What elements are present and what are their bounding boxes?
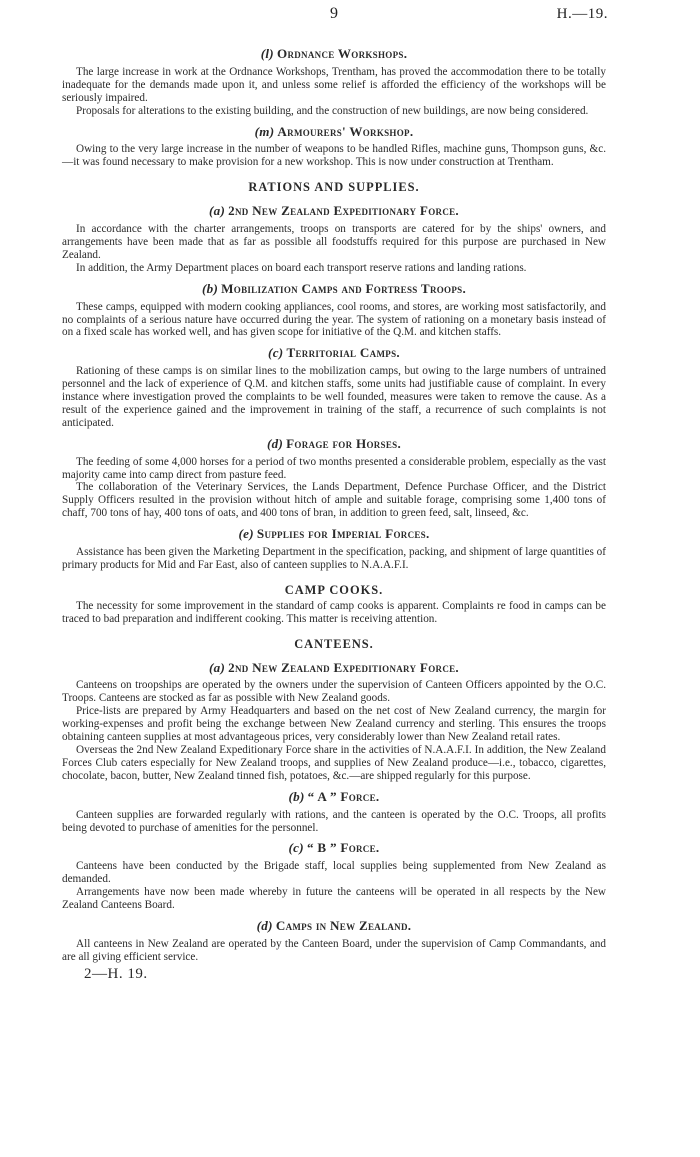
body-paragraph: These camps, equipped with modern cooking appliances, cool rooms, and stores, are working most satisfactorily, and no complaints of a serious nature have occurred during the year. The system of rationing on a monetary basis instead of on a fixed scale has worked well, and has given scope for initiative of the Q.M. and kitchen staffs. [62, 300, 606, 339]
subsection-letter: (d) [266, 435, 284, 451]
subsection-heading [62, 520, 606, 546]
subsection-title: 2nd New Zealand Expeditionary Force. [228, 659, 459, 675]
body-paragraph: Overseas the 2nd New Zealand Expeditionary Force share in the activities of N.A.A.F.I. In addition, the New Zealand Forces Club caters especially for New Zealand troops, and supplies of New Zealand produce—i.e., tobacco, cigarettes, chocolate, bacon, butter, New Zealand tinned fish, potatoes, &c.—are shipped regularly for this purpose. [62, 743, 606, 782]
subsection-letter: (b) [201, 280, 219, 296]
document-body [62, 40, 606, 964]
subsection-letter: (c) [268, 345, 284, 361]
subsection-letter: (c) [288, 840, 304, 856]
body-paragraph: The necessity for some improvement in the standard of camp cooks is apparent. Complaints re food in camps can be traced to bad preparation and indifferent cooking. This matter is receiving attention. [62, 599, 606, 625]
body-paragraph: In accordance with the charter arrangements, troops on transports are catered for by the ships' owners, and arrangements have been made that as far as possible all foodstuffs required for this purpose are purchased in New Zealand. [62, 223, 606, 261]
subsection-heading [62, 783, 606, 809]
body-paragraph: Canteens have been conducted by the Brigade staff, local supplies being supplemented from New Zealand as demanded. [62, 860, 606, 886]
body-paragraph: The large increase in work at the Ordnance Workshops, Trentham, has proved the accommodation there to be totally inadequate for the demands made upon it, and unless some relief is afforded the efficiency of the workshops will be seriously impaired. [62, 65, 606, 104]
body-paragraph: The collaboration of the Veterinary Services, the Lands Department, Defence Purchase Officer, and the District Supply Officers resulted in the provision without hitch of ample and suitable forage, comprising some 1,400 tons of chaff, 700 tons of hay, 400 tons of oats, and 400 tons of bran, in addition to green feed, salt, linseed, &c. [62, 481, 606, 520]
page-header [62, 0, 606, 40]
body-paragraph: Assistance has been given the Marketing Department in the specification, packing, and shipment of large quantities of primary products for Mid and Far East, also of canteen supplies to N.A.A.F.I. [62, 546, 606, 571]
subsection-letter: (e) [238, 526, 254, 542]
subsection-letter: (a) [208, 203, 226, 219]
document-reference: H.—19. [556, 6, 608, 22]
subsection-letter: (l) [260, 46, 274, 61]
body-paragraph: In addition, the Army Department places on board each transport reserve rations and landing rations. [76, 261, 527, 274]
section-heading: RATIONS AND SUPPLIES. [248, 180, 420, 195]
body-paragraph: Canteens on troopships are operated by the owners under the supervision of Canteen Officers appointed by the O.C. Troops. Canteens are stocked as far as possible with New Zealand goods. [62, 679, 606, 705]
subsection-title: Camps in New Zealand. [275, 917, 412, 933]
subsection-heading [62, 118, 606, 144]
subsection-letter: (b) [288, 788, 305, 804]
body-paragraph: Proposals for alterations to the existing building, and the construction of new buildings, are now being considered. [76, 104, 589, 117]
body-paragraph: Price-lists are prepared by Army Headquarters and based on the net cost of New Zealand currency, the margin for working-expenses and profit being the exchange between New Zealand currency and sterling. This ensures the troops obtaining canteen supplies at most advantageous prices, very considerably lower than New Zealand retail rates. [62, 705, 606, 744]
subsection-heading [62, 339, 606, 365]
subsection-title: “ A ” Force. [307, 788, 380, 804]
subsection-heading [62, 912, 606, 938]
subsection-letter: (m) [254, 123, 275, 139]
subsection-title: “ B ” Force. [306, 840, 380, 856]
subsection-title: Armourers' Workshop. [277, 123, 414, 139]
body-paragraph: The feeding of some 4,000 horses for a period of two months presented a considerable problem, especially as the vast majority came into camp direct from pasture feed. [62, 455, 606, 481]
body-paragraph: All canteens in New Zealand are operated by the Canteen Board, under the supervision of Camp Commandants, and are all giving efficient service. [62, 937, 606, 963]
subsection-heading [62, 197, 606, 223]
body-paragraph: Arrangements have now been made whereby in future the canteens will be operated in all respects by the New Zealand Canteens Board. [62, 886, 606, 912]
body-paragraph: Owing to the very large increase in the number of weapons to be handled Rifles, machine guns, Thompson guns, &c.—it was found necessary to make provision for a new workshop. This is now under construction at Trentham. [62, 143, 606, 169]
subsection-heading [62, 430, 606, 456]
section-heading: CAMP COOKS. [284, 582, 384, 597]
subsection-title: 2nd New Zealand Expeditionary Force. [228, 203, 459, 219]
subsection-title: Forage for Horses. [286, 435, 402, 451]
body-paragraph: Canteen supplies are forwarded regularly with rations, and the canteen is operated by the O.C. Troops, all profits being devoted to purchase of amenities for the personnel. [62, 808, 606, 834]
printer-signature: 2—H. 19. [84, 965, 148, 982]
body-paragraph: Rationing of these camps is on similar lines to the mobilization camps, but owing to the large numbers of untrained personnel and the lack of experience of Q.M. and kitchen staffs, some units had justifiable cause of complaint. In every instance where investigation proved the complaints to be well founded, measures were taken to remove the cause. As a result of the experience gained and the improvement in training of the staff, a recurrence of such complaints is not anticipated. [62, 365, 606, 429]
subsection-title: Territorial Camps. [286, 345, 400, 361]
section-heading: CANTEENS. [294, 636, 374, 651]
subsection-heading [62, 275, 606, 301]
page-number: 9 [330, 5, 338, 22]
subsection-heading [62, 654, 606, 680]
subsection-heading [62, 40, 606, 66]
subsection-heading [62, 834, 606, 860]
subsection-letter: (a) [208, 659, 226, 675]
subsection-title: Ordnance Workshops. [276, 46, 408, 61]
subsection-title: Supplies for Imperial Forces. [256, 526, 430, 542]
subsection-letter: (d) [256, 917, 273, 933]
subsection-title: Mobilization Camps and Fortress Troops. [221, 280, 467, 296]
